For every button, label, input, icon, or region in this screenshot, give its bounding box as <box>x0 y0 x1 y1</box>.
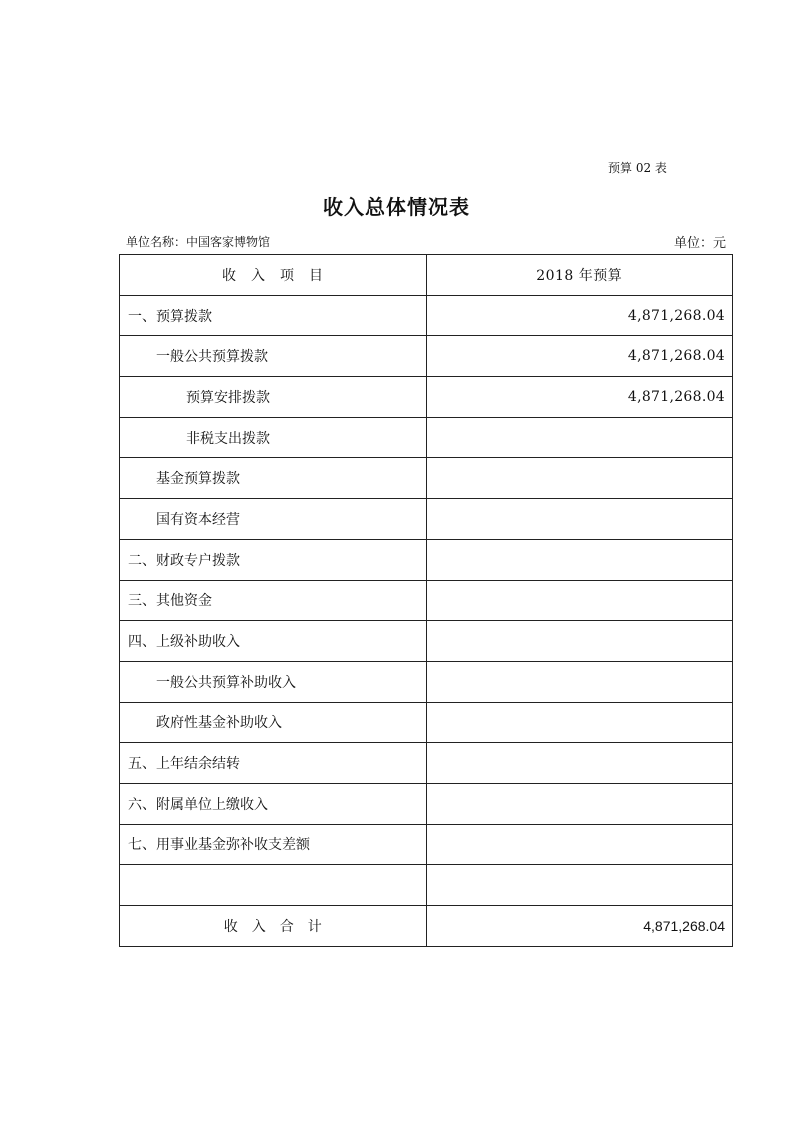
row-amount: 4,871,268.04 <box>426 377 733 418</box>
table-row <box>120 336 733 377</box>
table-row <box>120 417 733 458</box>
column-header-budget: 2018 年预算 <box>426 255 733 296</box>
row-amount <box>426 743 733 784</box>
row-label: 五、上年结余结转 <box>120 743 427 784</box>
total-row <box>120 906 733 947</box>
row-label: 七、用事业基金弥补收支差额 <box>120 824 427 865</box>
total-label: 收 入 合 计 <box>120 906 427 947</box>
row-label: 六、附属单位上缴收入 <box>120 783 427 824</box>
row-amount <box>426 661 733 702</box>
row-amount <box>426 783 733 824</box>
row-label: 二、财政专户拨款 <box>120 539 427 580</box>
table-row <box>120 580 733 621</box>
table-row <box>120 295 733 336</box>
row-amount <box>426 865 733 906</box>
row-amount <box>426 458 733 499</box>
row-label: 四、上级补助收入 <box>120 621 427 662</box>
row-amount <box>426 824 733 865</box>
income-summary-table <box>119 254 733 947</box>
row-amount <box>426 539 733 580</box>
total-amount: 4,871,268.04 <box>426 906 733 947</box>
row-label: 基金预算拨款 <box>120 458 427 499</box>
row-amount: 4,871,268.04 <box>426 336 733 377</box>
row-label: 非税支出拨款 <box>120 417 427 458</box>
document-title: 收入总体情况表 <box>323 195 470 219</box>
table-row <box>120 458 733 499</box>
table-row <box>120 621 733 662</box>
row-label: 预算安排拨款 <box>120 377 427 418</box>
row-label: 三、其他资金 <box>120 580 427 621</box>
column-header-item: 收 入 项 目 <box>120 255 427 296</box>
row-label: 一、预算拨款 <box>120 295 427 336</box>
row-amount <box>426 702 733 743</box>
table-row <box>120 865 733 906</box>
row-amount <box>426 621 733 662</box>
table-row <box>120 783 733 824</box>
row-label: 一般公共预算拨款 <box>120 336 427 377</box>
table-row <box>120 824 733 865</box>
row-label <box>120 865 427 906</box>
form-code-label: 预算 02 表 <box>608 161 667 175</box>
row-amount <box>426 417 733 458</box>
table-row <box>120 499 733 540</box>
table-header-row <box>120 255 733 296</box>
row-label: 一般公共预算补助收入 <box>120 661 427 702</box>
row-label: 国有资本经营 <box>120 499 427 540</box>
row-amount <box>426 499 733 540</box>
table-row <box>120 539 733 580</box>
currency-unit-label: 单位：元 <box>673 236 726 251</box>
table-row <box>120 661 733 702</box>
table-row <box>120 702 733 743</box>
row-amount <box>426 580 733 621</box>
row-amount: 4,871,268.04 <box>426 295 733 336</box>
row-label: 政府性基金补助收入 <box>120 702 427 743</box>
unit-name-label: 单位名称：中国客家博物馆 <box>126 235 271 249</box>
table-row <box>120 743 733 784</box>
table-row <box>120 377 733 418</box>
